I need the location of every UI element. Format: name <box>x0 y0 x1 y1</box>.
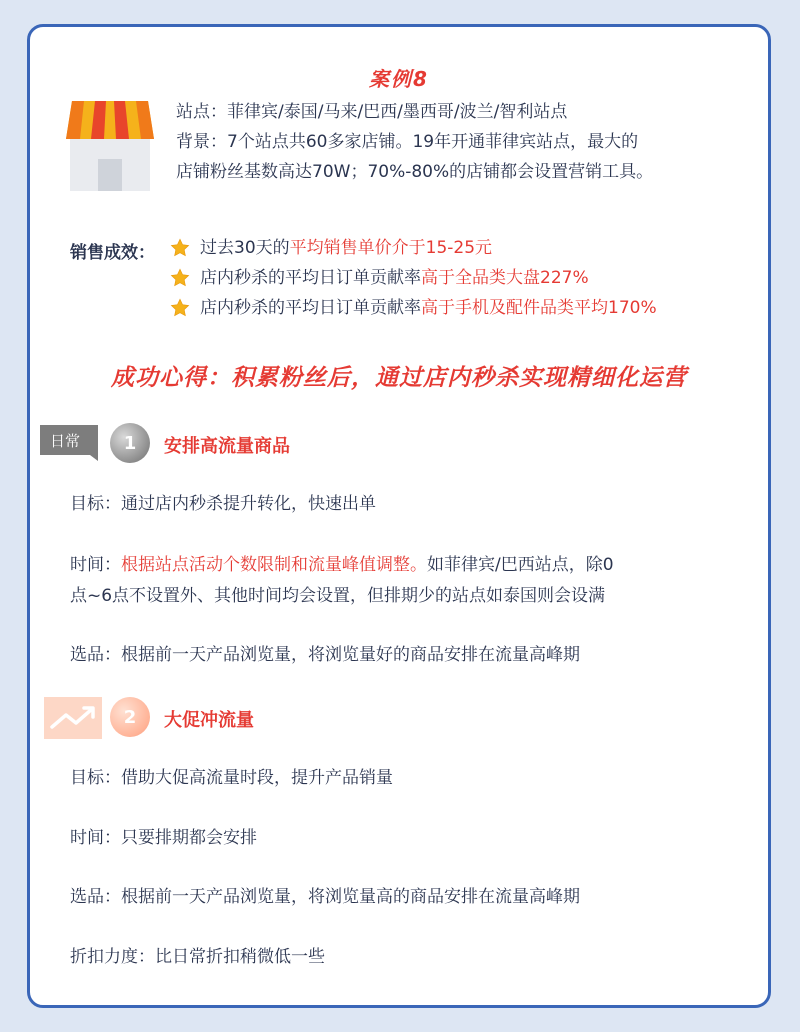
daily-tag-label: 日常 <box>50 432 81 450</box>
sales-item-highlight: 平均销售单价介于15-25元 <box>289 238 493 258</box>
section1-time <box>70 549 614 581</box>
background-text-line2: 店铺粉丝基数高达70W；70%-80%的店铺都会设置营销工具。 <box>176 162 654 182</box>
section1-selection: 选品：根据前一天产品浏览量，将浏览量好的商品安排在流量高峰期 <box>70 645 580 665</box>
sales-label: 销售成效： <box>70 243 155 263</box>
success-heading: 成功心得：积累粉丝后，通过店内秒杀实现精细化运营 <box>111 365 687 391</box>
time-prefix: 时间： <box>70 555 121 575</box>
time-highlight: 根据站点活动个数限制和流量峰值调整。 <box>121 555 427 575</box>
sales-item-text: 店内秒杀的平均日订单贡献率 <box>200 268 421 288</box>
sales-item <box>170 265 589 291</box>
sales-item-highlight: 高于全品类大盘227% <box>421 268 589 288</box>
shop-icon <box>64 95 156 191</box>
background-text-line1: 背景：7个站点共60多家店铺。19年开通菲律宾站点，最大的 <box>176 132 639 152</box>
sales-item-highlight: 高于手机及配件品类平均170% <box>421 298 657 318</box>
star-icon <box>170 268 190 288</box>
section2-title: 大促冲流量 <box>164 710 254 731</box>
star-icon <box>170 298 190 318</box>
section1-title: 安排高流量商品 <box>164 436 290 457</box>
section2-goal: 目标：借助大促高流量时段，提升产品销量 <box>70 768 393 788</box>
section2-discount: 折扣力度：比日常折扣稍微低一些 <box>70 947 325 967</box>
sales-item-text: 过去30天的 <box>200 238 290 258</box>
time-rest: 如菲律宾/巴西站点，除0 <box>427 555 614 575</box>
sales-item-text: 店内秒杀的平均日订单贡献率 <box>200 298 421 318</box>
star-icon <box>170 238 190 258</box>
section1-goal: 目标：通过店内秒杀提升转化，快速出单 <box>70 494 376 514</box>
sales-item <box>170 295 657 321</box>
daily-tag <box>40 425 98 461</box>
section1-time-line2: 点~6点不设置外、其他时间均会设置，但排期少的站点如泰国则会设满 <box>70 586 606 606</box>
case-title: 案例8 <box>369 67 429 91</box>
section2-time: 时间：只要排期都会安排 <box>70 828 257 848</box>
case-card <box>27 24 771 1008</box>
trend-up-icon <box>44 697 102 739</box>
sales-item <box>170 235 492 261</box>
section2-selection: 选品：根据前一天产品浏览量，将浏览量高的商品安排在流量高峰期 <box>70 887 580 907</box>
sites-text: 站点：菲律宾/泰国/马来/巴西/墨西哥/波兰/智利站点 <box>176 102 568 122</box>
step-number-1: 1 <box>110 423 150 463</box>
step-number-2: 2 <box>110 697 150 737</box>
